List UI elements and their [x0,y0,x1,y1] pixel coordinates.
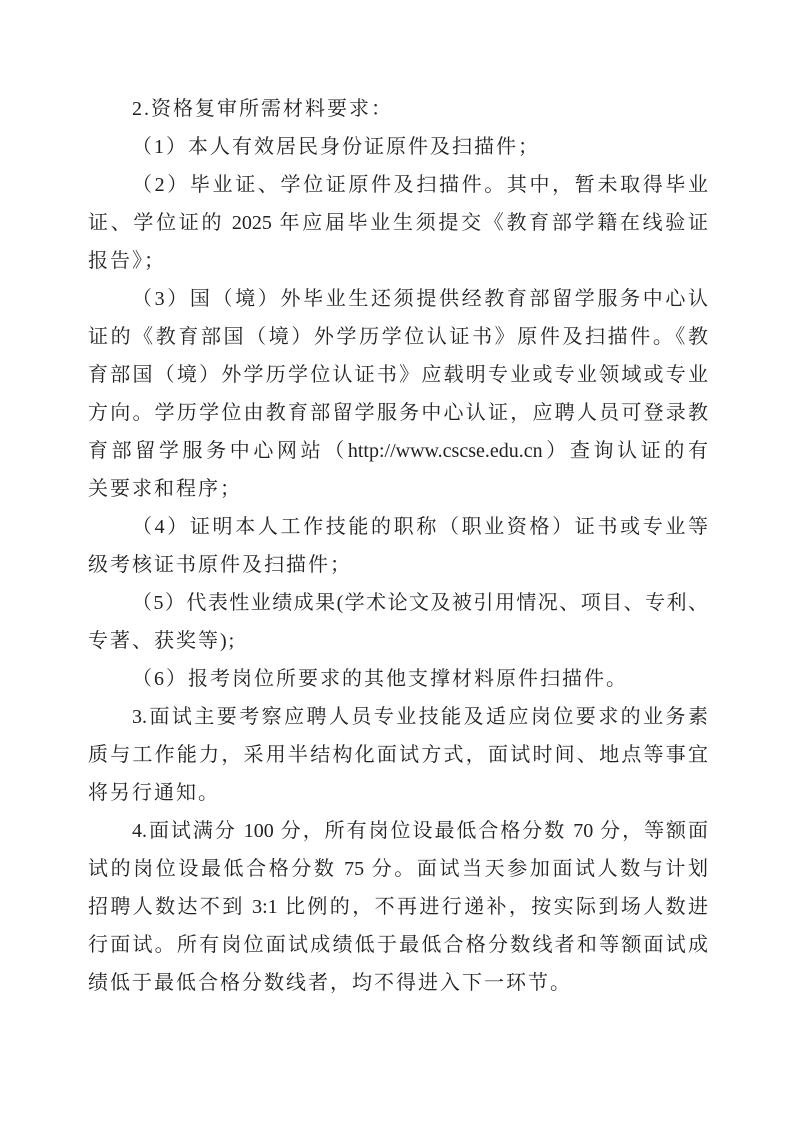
text-line: 招聘人数达不到 3:1 比例的，不再进行递补，按实际到场人数进 [88,896,708,918]
text-line: 试的岗位设最低合格分数 75 分。面试当天参加面试人数与计划 [88,858,708,880]
text-line: （5）代表性业绩成果(学术论文及被引用情况、项目、专利、 [132,592,708,614]
text-line: 将另行通知。 [88,782,220,804]
text-line: 级考核证书原件及扫描件； [88,554,352,576]
text-line: 方向。学历学位由教育部留学服务中心认证，应聘人员可登录教 [88,402,708,424]
item-6-other-materials [88,660,708,698]
section-4-interview-scoring [88,812,708,1002]
text-line: 育部留学服务中心网站（http://www.cscse.edu.cn）查询认证的有 [88,440,708,462]
item-4-skill-certificates [88,508,708,584]
item-2-diploma [88,166,708,280]
text-line: （4）证明本人工作技能的职称（职业资格）证书或专业等 [132,516,708,538]
text-line: 质与工作能力，采用半结构化面试方式，面试时间、地点等事宜 [88,744,708,766]
item-3-overseas-graduates [88,280,708,508]
text-line: 育部国（境）外学历学位认证书》应载明专业或专业领域或专业 [88,364,708,386]
text-line: 4.面试满分 100 分，所有岗位设最低合格分数 70 分，等额面 [132,820,708,842]
item-1-id-card [88,128,708,166]
section-2-materials-heading [88,90,708,128]
text-line: （2）毕业证、学位证原件及扫描件。其中，暂未取得毕业 [132,174,708,196]
document-body [88,90,708,1002]
text-line: 绩低于最低合格分数线者，均不得进入下一环节。 [88,972,572,994]
text-line: 3.面试主要考察应聘人员专业技能及适应岗位要求的业务素 [132,706,708,728]
text-line: 行面试。所有岗位面试成绩低于最低合格分数线者和等额面试成 [88,934,708,956]
text-line: （1）本人有效居民身份证原件及扫描件； [132,136,540,158]
text-line: 2.资格复审所需材料要求： [132,98,393,120]
item-5-achievements [88,584,708,660]
section-3-interview-method [88,698,708,812]
text-line: 关要求和程序； [88,478,242,500]
text-line: 专著、获奖等); [88,630,237,652]
text-line: 证、学位证的 2025 年应届毕业生须提交《教育部学籍在线验证 [88,212,708,234]
text-line: 报告》； [88,250,166,272]
text-line: （6）报考岗位所要求的其他支撑材料原件扫描件。 [132,668,628,690]
text-line: （3）国（境）外毕业生还须提供经教育部留学服务中心认 [132,288,708,310]
text-line: 证的《教育部国（境）外学历学位认证书》原件及扫描件。《教 [88,326,708,348]
